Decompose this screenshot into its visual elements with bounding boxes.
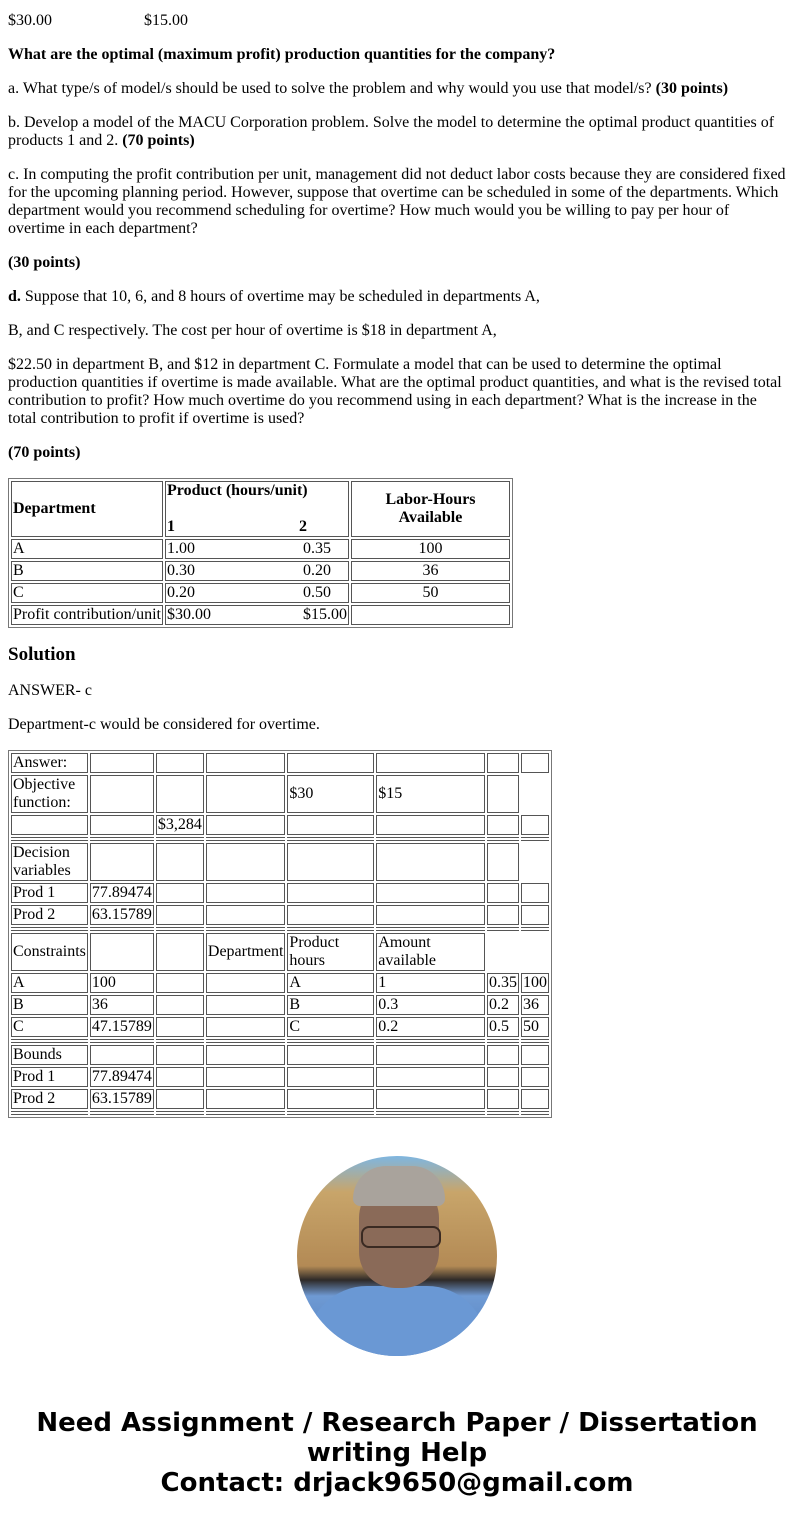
table-row: Prod 1 77.89474 <box>11 883 549 903</box>
header-product: Product (hours/unit) 1 2 <box>165 481 349 537</box>
table-row: Constraints Department Product hours Amount available <box>11 933 549 971</box>
table-row: B 36 B 0.3 0.2 36 <box>11 995 549 1015</box>
table-row: C 47.15789 C 0.2 0.5 50 <box>11 1017 549 1037</box>
promo-contact: Contact: drjack9650@gmail.com <box>160 1468 634 1498</box>
question-d-line2: B, and C respectively. The cost per hour of overtime is $18 in department A, <box>8 322 497 339</box>
table-row: Bounds <box>11 1045 549 1065</box>
top-value-2: $15.00 <box>144 12 188 29</box>
table-row: B 0.30 0.20 36 <box>11 561 510 581</box>
document-page <box>0 12 794 1498</box>
table-row: A 1.00 0.35 100 <box>11 539 510 559</box>
author-photo-container <box>8 1156 786 1356</box>
table-row: Answer: <box>11 753 549 773</box>
table-row: Profit contribution/unit $30.00 $15.00 <box>11 605 510 625</box>
top-values-line <box>8 12 786 30</box>
question-d-points: (70 points) <box>8 444 81 461</box>
table-row: Decision variables <box>11 843 549 881</box>
table-row <box>11 815 549 835</box>
header-labor-hours: Labor-Hours Available <box>351 481 510 537</box>
table-header-row <box>11 481 510 537</box>
problem-data-table <box>8 478 513 628</box>
table-row: Objective function: $30 $15 <box>11 775 549 813</box>
solution-answer: ANSWER- c <box>8 682 92 699</box>
top-value-1: $30.00 <box>8 12 52 29</box>
table-row: A 100 A 1 0.35 100 <box>11 973 549 993</box>
question-d-line3: $22.50 in department B, and $12 in department C. Formulate a model that can be used to determine the optimal production quantities if overtime is made available. What are the optimal product quantities, and what is the revised total contribution to profit? How much overtime do you recommend using in each department? What is the increase in the total contribution to profit if overtime is used? <box>8 356 782 427</box>
question-c-points: (30 points) <box>8 254 81 271</box>
question-d-line1: d. Suppose that 10, 6, and 8 hours of overtime may be scheduled in departments A, <box>8 288 540 305</box>
table-row: Prod 1 77.89474 <box>11 1067 549 1087</box>
question-b: b. Develop a model of the MACU Corporation problem. Solve the model to determine the optimal product quantities of products 1 and 2. (70 points) <box>8 114 775 149</box>
solution-heading: Solution <box>8 644 76 665</box>
solution-statement: Department-c would be considered for overtime. <box>8 716 320 733</box>
objective-value: $3,284 <box>157 816 202 833</box>
table-row: Prod 2 63.15789 <box>11 1089 549 1109</box>
promo-banner <box>8 1408 786 1498</box>
table-row: Prod 2 63.15789 <box>11 905 549 925</box>
question-a: a. What type/s of model/s should be used to solve the problem and why would you use that model/s? (30 points) <box>8 80 729 97</box>
solution-table <box>8 750 552 1118</box>
question-c: c. In computing the profit contribution per unit, management did not deduct labor costs because they are considered fixed for the upcoming planning period. However, suppose that overtime can be scheduled in some of the departments. Which department would you recommend scheduling for overtime? How much would you be willing to pay per hour of overtime in each department? <box>8 166 786 237</box>
header-department: Department <box>11 481 163 537</box>
author-avatar <box>297 1156 497 1356</box>
promo-line-1: Need Assignment / Research Paper / Dissertation writing Help <box>36 1408 758 1468</box>
main-question: What are the optimal (maximum profit) production quantities for the company? <box>8 46 556 63</box>
table-row: C 0.20 0.50 50 <box>11 583 510 603</box>
